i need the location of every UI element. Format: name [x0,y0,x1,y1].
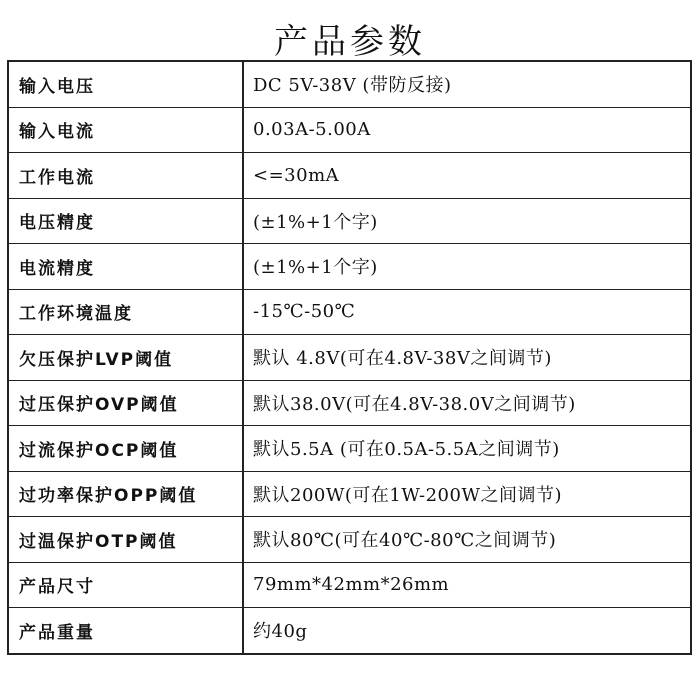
table-row [8,244,691,290]
spec-label: 输入电流 [8,107,243,153]
table-row [8,562,691,608]
table-row [8,107,691,153]
spec-label: 过压保护OVP阈值 [8,380,243,426]
table-row [8,335,691,381]
spec-value: 79mm*42mm*26mm [243,562,691,608]
table-row [8,471,691,517]
spec-value: 默认80℃(可在40℃-80℃之间调节) [243,517,691,563]
spec-label: 过温保护OTP阈值 [8,517,243,563]
spec-label: 过流保护OCP阈值 [8,426,243,472]
spec-value: 默认38.0V(可在4.8V-38.0V之间调节) [243,380,691,426]
spec-label: 产品尺寸 [8,562,243,608]
table-row [8,517,691,563]
spec-value: 默认 4.8V(可在4.8V-38V之间调节) [243,335,691,381]
spec-value: <=30mA [243,153,691,199]
spec-value: 默认200W(可在1W-200W之间调节) [243,471,691,517]
spec-label: 欠压保护LVP阈值 [8,335,243,381]
table-row [8,289,691,335]
table-row [8,61,691,107]
spec-value: DC 5V-38V (带防反接) [243,61,691,107]
spec-table [7,60,692,655]
spec-label: 电流精度 [8,244,243,290]
spec-label: 电压精度 [8,198,243,244]
spec-label: 产品重量 [8,608,243,654]
spec-value: 约40g [243,608,691,654]
page-title: 产品参数 [274,22,426,62]
table-row [8,380,691,426]
table-row [8,198,691,244]
table-row [8,426,691,472]
spec-value: 默认5.5A (可在0.5A-5.5A之间调节) [243,426,691,472]
table-row [8,153,691,199]
spec-value: -15℃-50℃ [243,289,691,335]
spec-value: 0.03A-5.00A [243,107,691,153]
spec-label: 工作电流 [8,153,243,199]
spec-label: 工作环境温度 [8,289,243,335]
table-row [8,608,691,654]
spec-value: (±1%+1个字) [243,244,691,290]
spec-label: 输入电压 [8,61,243,107]
spec-label: 过功率保护OPP阈值 [8,471,243,517]
spec-value: (±1%+1个字) [243,198,691,244]
